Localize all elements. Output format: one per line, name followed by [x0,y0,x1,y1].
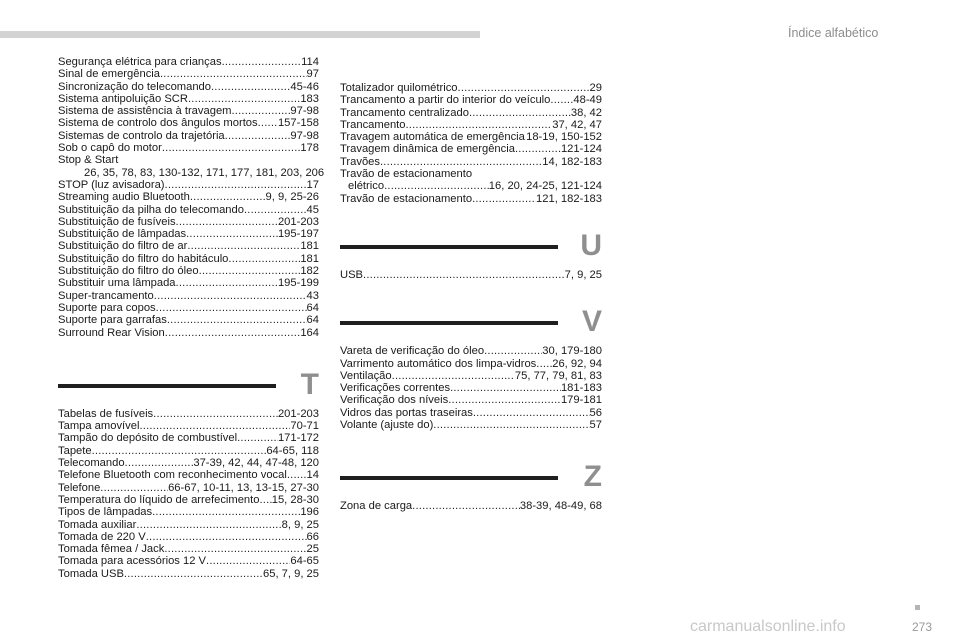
index-entry-pages: 38, 42 [570,106,602,119]
index-entry-term: Tapete [58,444,92,457]
index-entry-term: Totalizador quilométrico [340,82,458,94]
index-entry-pages: 65, 7, 9, 25 [263,567,319,580]
section-header-u [340,229,602,269]
index-entry-pages: 196 [300,506,319,519]
index-entry-pages: 9, 9, 25-26 [265,191,319,204]
index-entry-term: Segurança elétrica para crianças [58,56,222,68]
index-entry-term: Temperatura do líquido de arrefecimento [58,493,260,506]
index-entry-term: USB [340,268,364,281]
leader-dots [232,105,291,117]
index-entry-pages: 179-181 [560,394,602,407]
index-entry-pages: 97-98 [290,129,319,142]
index-entry-term: Sob o capô do motor [58,142,162,155]
index-list-v [340,345,602,431]
index-entry-term: Telecomando [58,457,125,470]
index-entry [58,265,319,277]
index-entry-term: Volante (ajuste do) [340,419,434,432]
leader-dots [139,420,290,432]
index-entry [340,394,602,406]
index-entry-pages: 57 [589,419,602,432]
index-entry [58,93,319,105]
index-entry [58,117,319,129]
index-entry-pages: 114 [301,56,319,68]
index-entry-pages: 195-199 [277,277,319,290]
index-entry-term: Telefone [58,481,101,494]
index-entry-pages: 14 [306,469,319,482]
index-entry [58,191,319,203]
leader-dots [211,81,290,93]
index-entry [58,314,319,326]
section-header-t [58,368,319,408]
leader-dots [260,494,272,506]
index-entry-pages: 64 [306,301,319,314]
leader-dots [176,216,278,228]
index-entry-term: Tampão do depósito de combustível [58,432,238,445]
leader-dots [450,382,561,394]
section-rule [340,245,558,249]
index-entry-term: Tomada para acessórios 12 V [58,555,207,568]
index-entry [58,432,319,444]
index-entry-pages: 29 [589,82,602,94]
leader-dots [258,117,278,129]
index-entry-pages: 38-39, 48-49, 68 [519,500,602,513]
index-entry-term: Substituir uma lâmpada [58,277,176,290]
leader-dots [156,302,307,314]
page-title: Índice alfabético [788,26,879,40]
index-entry-term: Sincronização do telecomando [58,80,211,93]
index-entry-pages: 97-98 [290,105,319,118]
leader-dots [433,419,589,431]
index-entry-pages: 26, 92, 94 [552,357,602,370]
index-entry-pages: 17 [306,178,319,191]
leader-dots [473,407,590,419]
index-entry [58,457,319,469]
index-entry-term: Travão de estacionamento [340,192,473,205]
index-entry-term: STOP (luz avisadora) [58,178,165,191]
section-letter: V [581,305,602,339]
index-list-t [58,408,319,580]
leader-dots [237,432,278,444]
index-entry [340,407,602,419]
index-entry-term: Substituição da pilha do telecomando [58,203,244,216]
index-entry [58,469,319,481]
index-entry [58,445,319,457]
index-entry [58,327,319,339]
leader-dots [392,370,515,382]
index-entry [58,519,319,531]
index-entry-pages: 70-71 [290,420,319,433]
index-entry-term: Trancamento [340,118,406,131]
index-entry-pages: 37, 42, 47 [552,118,602,131]
index-entry-pages: 48-49 [573,94,602,107]
section-rule [340,476,558,480]
index-entry-pages: 201-203 [277,215,319,228]
leader-dots [287,469,307,481]
index-entry-pages: 30, 179-180 [542,345,602,358]
leader-dots [206,555,290,567]
index-entry [58,105,319,117]
index-entry [340,269,602,281]
index-entry [340,119,602,131]
leader-dots [380,156,542,168]
leader-dots [187,240,300,252]
index-entry-term: Sistema de controlo dos ângulos mortos [58,117,258,130]
index-entry [340,193,602,205]
index-entry [340,107,602,119]
index-entry [58,68,319,80]
leader-dots [167,314,307,326]
index-entry-pages: 7, 9, 25 [564,268,602,281]
index-entry [340,358,602,370]
index-entry-term: Streaming audio Bluetooth [58,191,190,204]
section-header-v [340,305,602,345]
index-entry [340,94,602,106]
leader-dots [92,445,267,457]
leader-dots [186,228,278,240]
leader-dots [406,119,553,131]
index-entry [340,180,602,192]
index-entry-term: Zona de carga [340,500,413,513]
index-entry-term: Varrimento automático dos limpa-vidros [340,357,537,370]
leader-dots [125,457,194,469]
index-entry-pages: 181-183 [560,382,602,395]
index-entry-term: Tomada USB [58,567,124,580]
index-entry [340,156,602,168]
index-entry-term: Suporte para copos [58,301,156,314]
leader-dots [472,193,536,205]
index-entry [340,419,602,431]
index-entry [58,277,319,289]
leader-dots [228,253,300,265]
index-entry-pages: 164 [300,326,319,339]
index-entry [58,56,319,68]
leader-dots [152,506,300,518]
index-entry [58,506,319,518]
leader-dots [162,142,300,154]
index-entry [58,482,319,494]
index-entry [58,240,319,252]
index-entry [340,143,602,155]
leader-dots [190,191,266,203]
index-entry [58,555,319,567]
section-rule [340,321,558,325]
index-entry-term: Sistema antipoluição SCR [58,92,188,105]
index-entry-pages: 75, 77, 79, 81, 83 [514,369,602,382]
leader-dots [199,265,301,277]
leader-dots [124,568,263,580]
index-entry-pages: 18-19, 150-152 [526,131,602,144]
index-entry-term: Tampa amovível [58,420,140,433]
index-entry-term: Tipos de lâmpadas [58,506,153,519]
index-entry [340,82,602,94]
index-entry-pages: 171-172 [277,432,319,445]
index-entry-pages: 45 [306,203,319,216]
index-entry-pages: 66-67, 10-11, 13, 13-15, 27-30 [168,481,319,494]
index-entry-term: Stop & Start [58,154,119,167]
index-entry-term: Trancamento centralizado [340,106,469,119]
index-entry-pages: 43 [306,289,319,302]
index-entry-term: Travão de estacionamento [340,168,473,181]
index-entry-term: Verificações correntes [340,382,451,395]
index-entry-term: Sinal de emergência [58,68,160,81]
section-header-z [340,460,602,500]
section-rule [58,384,276,388]
index-entry-pages: 121, 182-183 [536,192,602,205]
index-entry-term: Verificação dos níveis [340,394,449,407]
index-column-right [340,82,602,513]
index-entry-term: Super-trancamento [58,289,154,302]
index-entry-pages: 181 [300,252,319,265]
leader-dots [448,394,561,406]
index-entry-term: Suporte para garrafas [58,314,167,327]
index-entry-term: Tomada de 220 V [58,530,146,543]
index-entry-term: Travagem dinâmica de emergência [340,143,515,156]
index-entry [58,204,319,216]
index-entry [58,142,319,154]
leader-dots [176,277,278,289]
leader-dots [412,500,520,512]
index-entry [58,130,319,142]
index-entry-pages: 56 [589,406,602,419]
index-entry-term: Substituição do filtro do habitáculo [58,252,229,265]
page-number: 273 [912,620,933,634]
index-entry-term: Substituição de lâmpadas [58,228,187,241]
index-entry [340,370,602,382]
leader-dots [384,180,489,192]
index-entry-pages: 66 [306,530,319,543]
leader-dots [146,531,307,543]
index-entry-pages: 183 [300,92,319,105]
index-entry [340,131,602,143]
index-entry-pages: 14, 182-183 [542,155,602,168]
index-list-t-cont [340,82,602,205]
index-entry-term: Substituição de fusíveis [58,215,176,228]
index-entry-term: Sistema de assistência à travagem [58,105,232,118]
index-entry-pages: 15, 28-30 [271,493,319,506]
leader-dots [550,94,573,106]
index-entry [58,408,319,420]
index-entry [58,290,319,302]
leader-dots [153,408,278,420]
index-entry-term: Sistemas de controlo da trajetória [58,129,225,142]
index-entry-pages: 97 [306,68,319,81]
index-entry [58,81,319,93]
index-entry-term: Vidros das portas traseiras [340,406,473,419]
index-entry-pages: 64-65 [290,555,319,568]
index-entry-pages: 121-124 [560,143,602,156]
watermark: carmanualsonline.info [690,618,846,635]
index-entry-term: Tomada fêmea / Jack [58,543,165,556]
leader-dots [458,82,590,94]
index-column-left [58,56,325,580]
index-entry-term: Surround Rear Vision [58,326,165,339]
leader-dots [484,345,542,357]
index-entry-pages: 45-46 [290,80,319,93]
leader-dots [154,290,307,302]
index-entry-term: Tomada auxiliar [58,518,137,531]
index-entry [58,531,319,543]
index-entry-pages: 64 [306,314,319,327]
index-entry-term: Trancamento a partir do interior do veículo [340,94,551,107]
leader-dots [164,543,306,555]
leader-dots [222,56,302,68]
index-list-s [58,56,325,339]
leader-dots [469,107,571,119]
page-marker [915,605,920,610]
index-entry-pages: 157-158 [277,117,319,130]
index-entry [58,494,319,506]
leader-dots [515,143,561,155]
leader-dots [165,179,307,191]
index-entry-pages: 178 [300,142,319,155]
index-entry-term: Travagem automática de emergência [340,131,525,144]
leader-dots [165,327,301,339]
index-entry [58,179,319,191]
index-entry-pages: 64-65, 118 [266,444,319,457]
index-entry-term: Substituição do filtro do óleo [58,265,199,278]
leader-dots [160,68,307,80]
section-letter: Z [583,460,602,494]
index-entry [58,228,319,240]
index-entry [340,345,602,357]
index-entry-term: Telefone Bluetooth com reconhecimento vocal [58,469,287,482]
index-entry [58,253,319,265]
index-entry-pages: 182 [300,265,319,278]
index-entry-pages: 37-39, 42, 44, 47-48, 120 [193,457,319,470]
section-letter: T [300,367,319,401]
leader-dots [100,482,168,494]
index-entry-pages-continued: 26, 35, 78, 83, 130-132, 171, 177, 181, 203, 206 [84,166,325,179]
index-entry [58,568,319,580]
section-letter: U [580,228,602,262]
leader-dots [225,130,291,142]
index-entry [340,382,602,394]
index-entry-term: Substituição do filtro de ar [58,240,188,253]
index-entry-term: Tabelas de fusíveis [58,407,154,420]
index-entry [58,302,319,314]
index-entry-pages: 195-197 [277,228,319,241]
index-list-z [340,500,602,512]
index-entry-term: Vareta de verificação do óleo [340,345,485,358]
index-list-u [340,269,602,281]
index-entry-pages: 16, 20, 24-25, 121-124 [488,180,602,193]
leader-dots [136,519,281,531]
leader-dots [244,204,307,216]
index-entry-pages: 25 [306,543,319,556]
index-entry-pages: 8, 9, 25 [281,518,319,531]
index-entry [58,420,319,432]
header-bar [0,31,480,38]
index-entry-term: Travões [340,155,380,168]
index-entry-pages: 181 [300,240,319,253]
index-entry-pages: 201-203 [277,407,319,420]
index-entry-term: elétrico [348,180,385,193]
leader-dots [536,358,552,370]
leader-dots [363,269,565,281]
index-entry-term: Ventilação [340,369,392,382]
leader-dots [188,93,300,105]
index-entry [340,500,602,512]
index-entry [58,543,319,555]
index-entry [58,216,319,228]
